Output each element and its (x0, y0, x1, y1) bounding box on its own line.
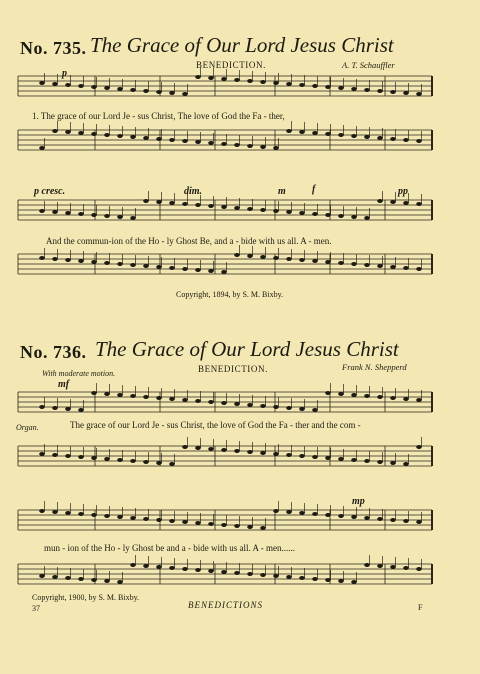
note-head (104, 579, 110, 583)
note-head (182, 92, 188, 96)
note-head (299, 130, 305, 134)
note-head (78, 455, 84, 459)
note-head (104, 261, 110, 265)
note-head (208, 569, 214, 573)
note-head (91, 213, 97, 217)
hymn-number: No. 736. (20, 342, 87, 362)
note-head (104, 86, 110, 90)
note-head (182, 398, 188, 402)
note-head (39, 405, 45, 409)
note-head (104, 514, 110, 518)
note-head (286, 575, 292, 579)
note-head (208, 269, 214, 273)
note-head (273, 509, 279, 513)
note-head (338, 261, 344, 265)
note-head (169, 201, 175, 205)
note-head (364, 459, 370, 463)
hymn-subtitle: BENEDICTION. (198, 364, 268, 374)
note-head (130, 516, 136, 520)
note-head (325, 391, 331, 395)
note-head (39, 81, 45, 85)
note-head (403, 462, 409, 466)
note-head (234, 78, 240, 82)
note-head (403, 397, 409, 401)
note-head (273, 146, 279, 150)
note-head (247, 144, 253, 148)
note-head (247, 254, 253, 258)
note-head (91, 132, 97, 136)
note-head (390, 137, 396, 141)
note-head (351, 458, 357, 462)
note-head (325, 513, 331, 517)
note-head (338, 214, 344, 218)
note-head (390, 518, 396, 522)
note-head (117, 515, 123, 519)
note-head (208, 522, 214, 526)
note-head (299, 454, 305, 458)
note-head (286, 257, 292, 261)
note-head (65, 258, 71, 262)
tempo-marking: With moderate motion. (42, 369, 116, 378)
note-head (312, 212, 318, 216)
copyright-notice: Copyright, 1900, by S. M. Bixby. (32, 593, 140, 602)
note-head (182, 520, 188, 524)
note-head (377, 136, 383, 140)
note-head (143, 199, 149, 203)
note-head (169, 519, 175, 523)
note-head (91, 578, 97, 582)
organ-label: Organ. (16, 423, 39, 432)
note-head (377, 89, 383, 93)
note-head (208, 447, 214, 451)
note-head (312, 408, 318, 412)
note-head (260, 145, 266, 149)
note-head (364, 135, 370, 139)
note-head (91, 85, 97, 89)
note-head (247, 525, 253, 529)
note-head (377, 564, 383, 568)
note-head (143, 89, 149, 93)
hymn-number: No. 735. (20, 38, 87, 58)
note-head (78, 512, 84, 516)
note-head (52, 210, 58, 214)
treble-staff (18, 191, 432, 220)
note-head (221, 270, 227, 274)
note-head (260, 80, 266, 84)
note-head (221, 142, 227, 146)
dynamic-marking: dim. (184, 186, 203, 197)
note-head (234, 206, 240, 210)
note-head (377, 517, 383, 521)
note-head (104, 392, 110, 396)
note-head (260, 526, 266, 530)
note-head (351, 134, 357, 138)
note-head (221, 570, 227, 574)
note-head (130, 135, 136, 139)
note-head (416, 520, 422, 524)
note-head (117, 87, 123, 91)
note-head (208, 141, 214, 145)
note-head (247, 450, 253, 454)
note-head (416, 202, 422, 206)
dynamic-marking: mp (352, 496, 365, 507)
note-head (312, 512, 318, 516)
note-head (299, 83, 305, 87)
note-head (195, 568, 201, 572)
note-head (169, 462, 175, 466)
note-head (247, 403, 253, 407)
note-head (286, 453, 292, 457)
note-head (325, 213, 331, 217)
note-head (260, 451, 266, 455)
note-head (78, 259, 84, 263)
note-head (208, 400, 214, 404)
note-head (195, 268, 201, 272)
note-head (156, 90, 162, 94)
note-head (325, 456, 331, 460)
note-head (39, 146, 45, 150)
note-head (351, 393, 357, 397)
note-head (156, 265, 162, 269)
note-head (390, 565, 396, 569)
note-head (338, 86, 344, 90)
note-head (273, 209, 279, 213)
note-head (52, 453, 58, 457)
note-head (338, 133, 344, 137)
note-head (78, 84, 84, 88)
page-number: 37 (32, 604, 40, 613)
note-head (234, 143, 240, 147)
note-head (390, 396, 396, 400)
note-head (78, 408, 84, 412)
note-head (52, 82, 58, 86)
note-head (247, 207, 253, 211)
note-head (312, 131, 318, 135)
bass-staff (18, 555, 432, 584)
note-head (377, 264, 383, 268)
note-head (169, 266, 175, 270)
note-head (117, 134, 123, 138)
note-head (234, 402, 240, 406)
bass-staff (18, 121, 432, 150)
note-head (247, 572, 253, 576)
note-head (221, 205, 227, 209)
note-head (117, 262, 123, 266)
note-head (377, 395, 383, 399)
note-head (195, 446, 201, 450)
note-head (130, 216, 136, 220)
note-head (156, 565, 162, 569)
note-head (403, 201, 409, 205)
note-head (208, 76, 214, 80)
note-head (416, 445, 422, 449)
note-head (377, 199, 383, 203)
note-head (221, 401, 227, 405)
note-head (338, 579, 344, 583)
note-head (195, 521, 201, 525)
note-head (39, 452, 45, 456)
note-head (195, 75, 201, 79)
note-head (195, 399, 201, 403)
note-head (104, 133, 110, 137)
note-head (143, 564, 149, 568)
note-head (338, 392, 344, 396)
note-head (364, 563, 370, 567)
note-head (338, 457, 344, 461)
note-head (273, 81, 279, 85)
note-head (260, 255, 266, 259)
note-head (104, 457, 110, 461)
note-head (52, 129, 58, 133)
note-head (143, 395, 149, 399)
note-head (377, 460, 383, 464)
note-head (195, 140, 201, 144)
note-head (390, 265, 396, 269)
note-head (182, 567, 188, 571)
note-head (273, 452, 279, 456)
note-head (143, 264, 149, 268)
note-head (143, 136, 149, 140)
hymn-title: The Grace of Our Lord Jesus Christ (95, 337, 399, 361)
note-head (325, 132, 331, 136)
note-head (325, 260, 331, 264)
note-head (234, 449, 240, 453)
note-head (104, 214, 110, 218)
note-head (234, 253, 240, 257)
note-head (299, 258, 305, 262)
note-head (364, 263, 370, 267)
note-head (416, 567, 422, 571)
note-head (195, 203, 201, 207)
hymn-title: The Grace of Our Lord Jesus Christ (90, 33, 394, 57)
composer-credit: A. T. Schauffler (342, 60, 395, 70)
note-head (130, 459, 136, 463)
note-head (299, 211, 305, 215)
note-head (286, 510, 292, 514)
note-head (312, 577, 318, 581)
note-head (351, 87, 357, 91)
note-head (351, 515, 357, 519)
note-head (416, 267, 422, 271)
note-head (312, 259, 318, 263)
note-head (390, 200, 396, 204)
dynamic-marking: p cresc. (34, 186, 66, 197)
note-head (260, 208, 266, 212)
hymn-subtitle: BENEDICTION. (196, 60, 266, 70)
note-head (130, 563, 136, 567)
treble-staff (18, 67, 432, 96)
bass-staff (18, 245, 432, 274)
note-head (182, 267, 188, 271)
note-head (130, 394, 136, 398)
note-head (117, 458, 123, 462)
note-head (247, 79, 253, 83)
note-head (182, 445, 188, 449)
note-head (65, 454, 71, 458)
note-head (299, 576, 305, 580)
note-head (52, 510, 58, 514)
dynamic-marking: f (312, 184, 316, 195)
note-head (286, 82, 292, 86)
note-head (78, 131, 84, 135)
note-head (39, 574, 45, 578)
note-head (78, 577, 84, 581)
section-title: BENEDICTIONS (188, 600, 263, 610)
note-head (65, 407, 71, 411)
note-head (273, 574, 279, 578)
note-head (221, 77, 227, 81)
lyric-line: 1. The grace of our Lord Je - sus Christ, The love of God the Fa - ther, (32, 111, 285, 121)
bass-staff (18, 437, 432, 466)
note-head (351, 580, 357, 584)
note-head (273, 256, 279, 260)
note-head (403, 138, 409, 142)
note-head (364, 516, 370, 520)
note-head (52, 575, 58, 579)
note-head (403, 266, 409, 270)
note-head (403, 91, 409, 95)
lyric-line: And the commun-ion of the Ho - ly Ghost Be, and a - bide with us all. A - men. (46, 236, 332, 246)
note-head (117, 393, 123, 397)
lyric-line: The grace of our Lord Je - sus Christ, the love of God the Fa - ther and the com - (70, 420, 361, 430)
note-head (117, 215, 123, 219)
note-head (403, 566, 409, 570)
note-head (364, 394, 370, 398)
note-head (143, 460, 149, 464)
note-head (416, 92, 422, 96)
note-head (273, 405, 279, 409)
note-head (364, 216, 370, 220)
note-head (338, 514, 344, 518)
note-head (117, 580, 123, 584)
note-head (169, 397, 175, 401)
note-head (91, 260, 97, 264)
note-head (221, 448, 227, 452)
note-head (234, 524, 240, 528)
note-head (364, 88, 370, 92)
note-head (351, 262, 357, 266)
dynamic-marking: m (278, 186, 286, 197)
note-head (52, 257, 58, 261)
note-head (91, 513, 97, 517)
note-head (390, 90, 396, 94)
note-head (156, 396, 162, 400)
note-head (52, 406, 58, 410)
note-head (65, 511, 71, 515)
copyright-notice: Copyright, 1894, by S. M. Bixby. (176, 290, 284, 299)
note-head (260, 404, 266, 408)
music-system (0, 392, 480, 477)
note-head (221, 523, 227, 527)
note-head (156, 200, 162, 204)
dynamic-marking: mf (58, 379, 70, 390)
note-head (78, 212, 84, 216)
note-head (234, 571, 240, 575)
note-head (39, 509, 45, 513)
note-head (39, 209, 45, 213)
note-head (325, 578, 331, 582)
signature-mark: F (418, 603, 423, 612)
dynamic-marking: pp (398, 186, 408, 197)
note-head (65, 576, 71, 580)
note-head (156, 518, 162, 522)
dynamic-marking: p (62, 68, 67, 79)
note-head (325, 85, 331, 89)
note-head (208, 204, 214, 208)
composer-credit: Frank N. Shepperd (342, 362, 407, 372)
note-head (169, 91, 175, 95)
note-head (130, 88, 136, 92)
note-head (416, 139, 422, 143)
note-head (65, 83, 71, 87)
note-head (156, 137, 162, 141)
note-head (39, 256, 45, 260)
note-head (351, 215, 357, 219)
note-head (403, 519, 409, 523)
note-head (299, 511, 305, 515)
note-head (182, 202, 188, 206)
note-head (143, 517, 149, 521)
note-head (169, 138, 175, 142)
note-head (91, 456, 97, 460)
note-head (312, 84, 318, 88)
note-head (182, 139, 188, 143)
note-head (65, 211, 71, 215)
note-head (312, 455, 318, 459)
note-head (286, 129, 292, 133)
treble-staff (18, 383, 432, 412)
note-head (156, 461, 162, 465)
note-head (260, 573, 266, 577)
note-head (169, 566, 175, 570)
note-head (416, 398, 422, 402)
note-head (91, 391, 97, 395)
lyric-line: mun - ion of the Ho - ly Ghost be and a - bide with us all. A - men...... (44, 543, 295, 553)
note-head (286, 406, 292, 410)
treble-staff (18, 501, 432, 530)
note-head (299, 407, 305, 411)
note-head (286, 210, 292, 214)
note-head (65, 130, 71, 134)
note-head (130, 263, 136, 267)
note-head (390, 461, 396, 465)
